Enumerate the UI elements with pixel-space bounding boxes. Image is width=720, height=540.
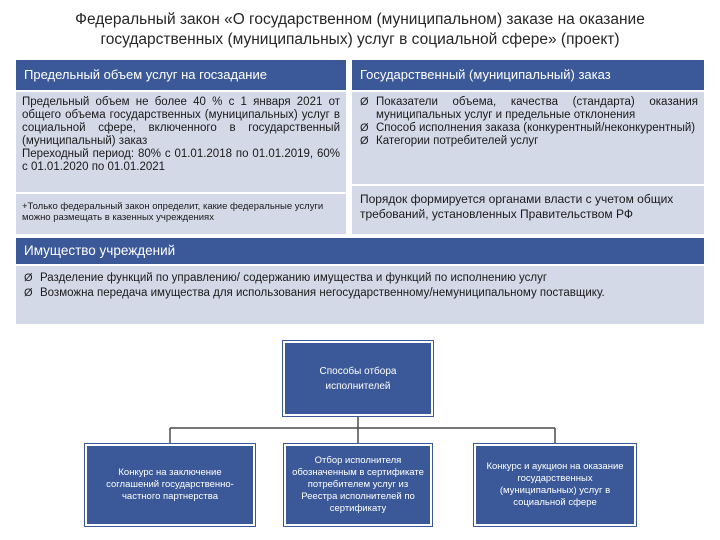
left-header-label: Предельный объем услуг на госзадание	[24, 67, 267, 82]
method-certificate-selection: Отбор исполнителя обозначенным в сертификате потребителем услуг из Реестра исполнителей по сертификату	[284, 444, 432, 526]
arrow-bullet-icon: Ø	[360, 96, 369, 108]
right-panel	[352, 92, 704, 184]
left-note: +Только федеральный закон определит, какие федеральные услуги можно размещать в казенных учреждениях	[22, 201, 324, 223]
property-panel	[16, 266, 704, 324]
right-bullet-list	[358, 96, 698, 148]
left-paragraph-1: Предельный объем не более 40 % с 1 января 2021 от общего объема государственных (муниципальных) услуг в социальной сфере, включенного в государственный (муниципальный) заказ	[22, 96, 340, 147]
method-ppp-tender: Конкурс на заключение соглашений государственно-частного партнерства	[85, 444, 255, 526]
method-tender-auction: Конкурс и аукцион на оказание государственных (муниципальных) услуг в социальной сфере	[474, 444, 636, 526]
left-note-panel	[16, 194, 346, 234]
list-item: Ø Категории потребителей услуг	[360, 135, 539, 147]
property-header	[16, 238, 704, 264]
arrow-bullet-icon: Ø	[24, 272, 33, 284]
list-item: Ø Возможна передача имущества для использования негосударственному/немуниципальному поставщику.	[24, 287, 605, 299]
list-item: Ø Разделение функций по управлению/ содержанию имущества и функций по исполнению услуг	[24, 272, 548, 284]
left-header	[16, 60, 346, 90]
property-header-label: Имущество учреждений	[24, 243, 176, 258]
property-bullet-list	[22, 271, 698, 301]
arrow-bullet-icon: Ø	[360, 122, 369, 134]
right-header	[352, 60, 704, 90]
slide-title: Федеральный закон «О государственном (муниципальном) заказе на оказание государственных (муниципальных) услуг в социальной сфере» (проект)	[75, 11, 645, 48]
right-header-label: Государственный (муниципальный) заказ	[360, 67, 611, 82]
left-panel	[16, 92, 346, 192]
list-item: Ø Показатели объема, качества (стандарта) оказания муниципальных услуг и предельные отклонения	[360, 96, 698, 121]
left-paragraph-2: Переходный период: 80% с 01.01.2018 по 01.01.2019, 60% с 01.01.2020 по 01.01.2021	[22, 148, 340, 173]
list-item: Ø Способ исполнения заказа (конкурентный/неконкурентный)	[360, 122, 696, 134]
arrow-bullet-icon: Ø	[24, 287, 33, 299]
right-note: Порядок формируется органами власти с учетом общих требований, установленных Правительством РФ	[360, 192, 674, 221]
arrow-bullet-icon: Ø	[360, 135, 369, 147]
right-note-panel	[352, 186, 704, 234]
selection-methods-root: Способы отбора исполнителей	[283, 341, 433, 416]
